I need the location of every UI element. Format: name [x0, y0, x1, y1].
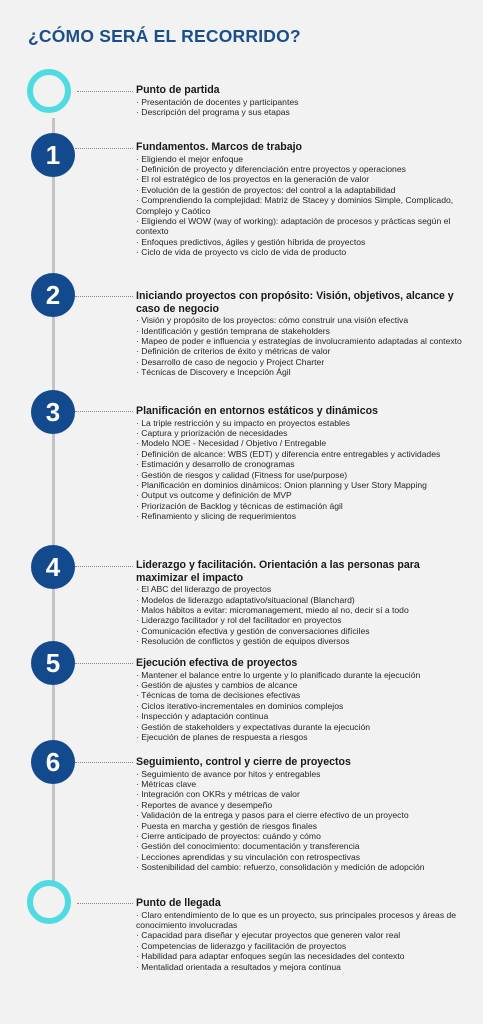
- section-item: · Mapeo de poder e influencia y estrategias de involucramiento adaptadas al contexto: [136, 336, 474, 346]
- section-item: · Descripción del programa y sus etapas: [136, 107, 474, 117]
- section-item: · Competencias de liderazgo y facilitación de proyectos: [136, 941, 474, 951]
- section-item: · Ciclos iterativo-incrementales en dominios complejos: [136, 701, 474, 711]
- section-item: · Liderazgo facilitador y rol del facilitador en proyectos: [136, 615, 474, 625]
- connector: [75, 566, 133, 567]
- section-5: [136, 657, 474, 742]
- section-item: · Gestión de ajustes y cambios de alcance: [136, 680, 474, 690]
- section-item: · Técnicas de Discovery e Incepción Ágil: [136, 367, 474, 377]
- section-item: · Ejecución de planes de respuesta a riesgos: [136, 732, 474, 742]
- section-item: · Comunicación efectiva y gestión de conversaciones difíciles: [136, 626, 474, 636]
- section-item: · Planificación en dominios dinámicos: Onion planning y User Story Mapping: [136, 480, 474, 490]
- section-title: Punto de partida: [136, 84, 220, 96]
- section-items: [136, 910, 474, 972]
- section-title: Ejecución efectiva de proyectos: [136, 657, 298, 669]
- section-item: · Eligiendo el mejor enfoque: [136, 154, 474, 164]
- section-item: · Habilidad para adaptar enfoques según las necesidades del contexto: [136, 951, 474, 961]
- section-item: · Mantener el balance entre lo urgente y lo planificado durante la ejecución: [136, 670, 474, 680]
- section-item: · Estimación y desarrollo de cronogramas: [136, 459, 474, 469]
- section-item: · Modelos de liderazgo adaptativo/situacional (Blanchard): [136, 595, 474, 605]
- section-item: · Captura y priorización de necesidades: [136, 428, 474, 438]
- section-item: · Definición de proyecto y diferenciación entre proyectos y operaciones: [136, 164, 474, 174]
- section-item: · Mentalidad orientada a resultados y mejora continua: [136, 962, 474, 972]
- section-3: [136, 405, 474, 522]
- section-item: · Sostenibilidad del cambio: refuerzo, consolidación y medición de adopción: [136, 862, 474, 872]
- step-3-badge: 3: [31, 390, 75, 434]
- section-4: [136, 559, 474, 647]
- end-ring-icon: [27, 880, 71, 924]
- connector: [75, 148, 133, 149]
- step-5-badge: 5: [31, 641, 75, 685]
- section-item: · Desarrollo de caso de negocio y Project Charter: [136, 357, 474, 367]
- section-2: [136, 290, 474, 378]
- section-item: · Métricas clave: [136, 779, 474, 789]
- section-item: · Presentación de docentes y participantes: [136, 97, 474, 107]
- section-item: · Reportes de avance y desempeño: [136, 800, 474, 810]
- connector: [77, 91, 133, 92]
- section-items: [136, 584, 474, 646]
- section-item: · Enfoques predictivos, ágiles y gestión híbrida de proyectos: [136, 237, 474, 247]
- section-title: Iniciando proyectos con propósito: Visión, objetivos, alcance y caso de negocio: [136, 290, 454, 315]
- section-item: · Técnicas de toma de decisiones efectivas: [136, 690, 474, 700]
- connector: [75, 663, 133, 664]
- section-item: · Gestión de stakeholders y expectativas durante la ejecución: [136, 722, 474, 732]
- section-item: · El rol estratégico de los proyectos en la generación de valor: [136, 174, 474, 184]
- section-title: Punto de llegada: [136, 897, 221, 909]
- section-title: Liderazgo y facilitación. Orientación a las personas para maximizar el impacto: [136, 559, 420, 584]
- section-item: · Integración con OKRs y métricas de valor: [136, 789, 474, 799]
- section-item: · Output vs outcome y definición de MVP: [136, 490, 474, 500]
- section-item: · Evolución de la gestión de proyectos: del control a la adaptabilidad: [136, 185, 474, 195]
- section-item: · Identificación y gestión temprana de stakeholders: [136, 326, 474, 336]
- section-1: [136, 141, 474, 258]
- step-2-badge: 2: [31, 273, 75, 317]
- section-item: · Gestión del conocimiento: documentación y transferencia: [136, 841, 474, 851]
- section-item: · El ABC del liderazgo de proyectos: [136, 584, 474, 594]
- section-item: · Definición de criterios de éxito y métricas de valor: [136, 346, 474, 356]
- step-6-badge: 6: [31, 740, 75, 784]
- section-item: · Ciclo de vida de proyecto vs ciclo de vida de producto: [136, 247, 474, 257]
- section-title: Seguimiento, control y cierre de proyectos: [136, 756, 351, 768]
- section-item: · Definición de alcance: WBS (EDT) y diferencia entre entregables y actividades: [136, 449, 474, 459]
- section-title: Planificación en entornos estáticos y dinámicos: [136, 405, 378, 417]
- section-item: · Puesta en marcha y gestión de riesgos finales: [136, 821, 474, 831]
- section-item: · Modelo NOE - Necesidad / Objetivo / Entregable: [136, 438, 474, 448]
- connector: [77, 903, 133, 904]
- section-items: [136, 154, 474, 258]
- section-item: · Capacidad para diseñar y ejecutar proyectos que generen valor real: [136, 930, 474, 940]
- step-1-badge: 1: [31, 133, 75, 177]
- section-item: · Claro entendimiento de lo que es un proyecto, sus principales procesos y áreas de conocimiento involucradas: [136, 910, 474, 931]
- section-item: · Eligiendo el WOW (way of working): adaptación de procesos y prácticas según el contexto: [136, 216, 474, 237]
- section-item: · Resolución de conflictos y gestión de equipos diversos: [136, 636, 474, 646]
- section-items: [136, 97, 474, 118]
- section-item: · Gestión de riesgos y calidad (Fitness for use/purpose): [136, 470, 474, 480]
- section-item: · Cierre anticipado de proyectos: cuándo y cómo: [136, 831, 474, 841]
- section-title: Fundamentos. Marcos de trabajo: [136, 141, 302, 153]
- connector: [75, 296, 133, 297]
- section-items: [136, 670, 474, 743]
- section-item: · Validación de la entrega y pasos para el cierre efectivo de un proyecto: [136, 810, 474, 820]
- section-6: [136, 756, 474, 873]
- section-item: · Refinamiento y slicing de requerimientos: [136, 511, 474, 521]
- section-item: · Malos hábitos a evitar: micromanagement, miedo al no, decir sí a todo: [136, 605, 474, 615]
- start-ring-icon: [27, 69, 71, 113]
- section-item: · Seguimiento de avance por hitos y entregables: [136, 769, 474, 779]
- section-item: · Visión y propósito de los proyectos: cómo construir una visión efectiva: [136, 315, 474, 325]
- section-item: · La triple restricción y su impacto en proyectos estables: [136, 418, 474, 428]
- section-items: [136, 769, 474, 873]
- section-item: · Comprendiendo la complejidad: Matriz de Stacey y dominios Simple, Complicado, Complejo y Caótico: [136, 195, 474, 216]
- connector: [75, 762, 133, 763]
- section-item: · Inspección y adaptación continua: [136, 711, 474, 721]
- section-items: [136, 418, 474, 522]
- connector: [75, 411, 133, 412]
- section-end: [136, 897, 474, 972]
- section-start: [136, 84, 474, 117]
- section-item: · Priorización de Backlog y técnicas de estimación ágil: [136, 501, 474, 511]
- section-items: [136, 315, 474, 377]
- page-title: ¿CÓMO SERÁ EL RECORRIDO?: [28, 26, 301, 46]
- section-item: · Lecciones aprendidas y su vinculación con retrospectivas: [136, 852, 474, 862]
- step-4-badge: 4: [31, 545, 75, 589]
